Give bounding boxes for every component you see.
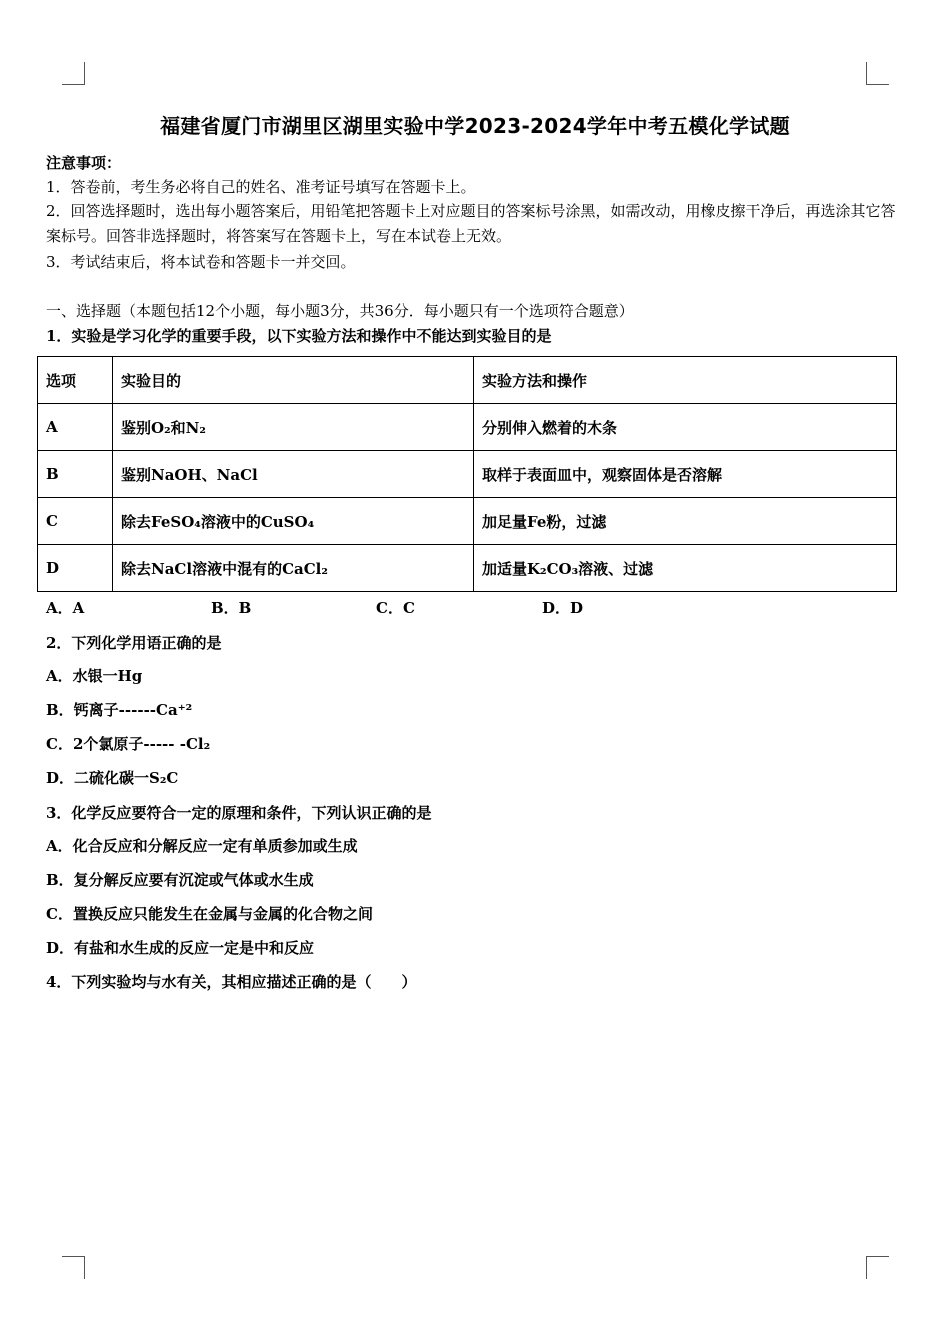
q3-stem: 3．化学反应要符合一定的原理和条件，下列认识正确的是 [46, 804, 432, 822]
q2-option-a[interactable]: A．水银一Hg [46, 667, 143, 685]
q3-option-b[interactable]: B．复分解反应要有沉淀或气体或水生成 [46, 871, 314, 889]
row-option: C [38, 498, 113, 545]
q1-option-d[interactable]: D．D [542, 599, 584, 617]
q2-stem: 2．下列化学用语正确的是 [46, 634, 222, 652]
q1-options [46, 597, 766, 619]
row-goal: 鉴别NaOH、NaCl [113, 451, 474, 498]
row-goal: 除去FeSO₄溶液中的CuSO₄ [113, 498, 474, 545]
q3-option-c[interactable]: C．置换反应只能发生在金属与金属的化合物之间 [46, 905, 373, 923]
table-row [38, 404, 897, 451]
notice-item-2: 2．回答选择题时，选出每小题答案后，用铅笔把答题卡上对应题目的答案标号涂黑，如需改动，用橡皮擦干净后，再选涂其它答案标号。回答非选择题时，将答案写在答题卡上，写在本试卷上无效。 [46, 202, 896, 245]
notice-item-1: 1．答卷前，考生务必将自己的姓名、准考证号填写在答题卡上。 [46, 178, 476, 196]
row-goal: 鉴别O₂和N₂ [113, 404, 474, 451]
q2-option-b[interactable]: B．钙离子------Ca⁺² [46, 701, 193, 719]
row-method: 分别伸入燃着的木条 [474, 404, 897, 451]
q2-option-d[interactable]: D．二硫化碳一S₂C [46, 769, 179, 787]
row-option: B [38, 451, 113, 498]
q3-option-a[interactable]: A．化合反应和分解反应一定有单质参加或生成 [46, 837, 358, 855]
row-method: 加适量K₂CO₃溶液、过滤 [474, 545, 897, 592]
row-method: 加足量Fe粉，过滤 [474, 498, 897, 545]
crop-mark-top-right [866, 62, 889, 85]
notice-heading: 注意事项： [46, 154, 122, 172]
notice-item-3: 3．考试结束后，将本试卷和答题卡一并交回。 [46, 253, 356, 271]
header-method: 实验方法和操作 [474, 357, 897, 404]
q2-option-c[interactable]: C．2个氯原子----- -Cl₂ [46, 735, 211, 753]
row-option: A [38, 404, 113, 451]
section-heading: 一、选择题（本题包括12个小题，每小题3分，共36分．每小题只有一个选项符合题意） [46, 302, 634, 320]
header-goal: 实验目的 [113, 357, 474, 404]
row-option: D [38, 545, 113, 592]
table-header-row [38, 357, 897, 404]
crop-mark-bottom-left [62, 1256, 85, 1279]
q1-option-b[interactable]: B．B [211, 599, 252, 617]
crop-mark-bottom-right [866, 1256, 889, 1279]
crop-mark-top-left [62, 62, 85, 85]
q1-table [37, 356, 897, 592]
header-option: 选项 [38, 357, 113, 404]
row-method: 取样于表面皿中，观察固体是否溶解 [474, 451, 897, 498]
table-row [38, 545, 897, 592]
document-title: 福建省厦门市湖里区湖里实验中学2023-2024学年中考五模化学试题 [160, 114, 790, 138]
row-goal: 除去NaCl溶液中混有的CaCl₂ [113, 545, 474, 592]
q1-stem: 1．实验是学习化学的重要手段，以下实验方法和操作中不能达到实验目的是 [46, 327, 552, 345]
q3-option-d[interactable]: D．有盐和水生成的反应一定是中和反应 [46, 939, 315, 957]
q1-option-a[interactable]: A．A [46, 599, 85, 617]
q4-stem: 4．下列实验均与水有关，其相应描述正确的是（ ） [46, 973, 417, 991]
q1-option-c[interactable]: C．C [376, 599, 415, 617]
table-row [38, 498, 897, 545]
table-row [38, 451, 897, 498]
